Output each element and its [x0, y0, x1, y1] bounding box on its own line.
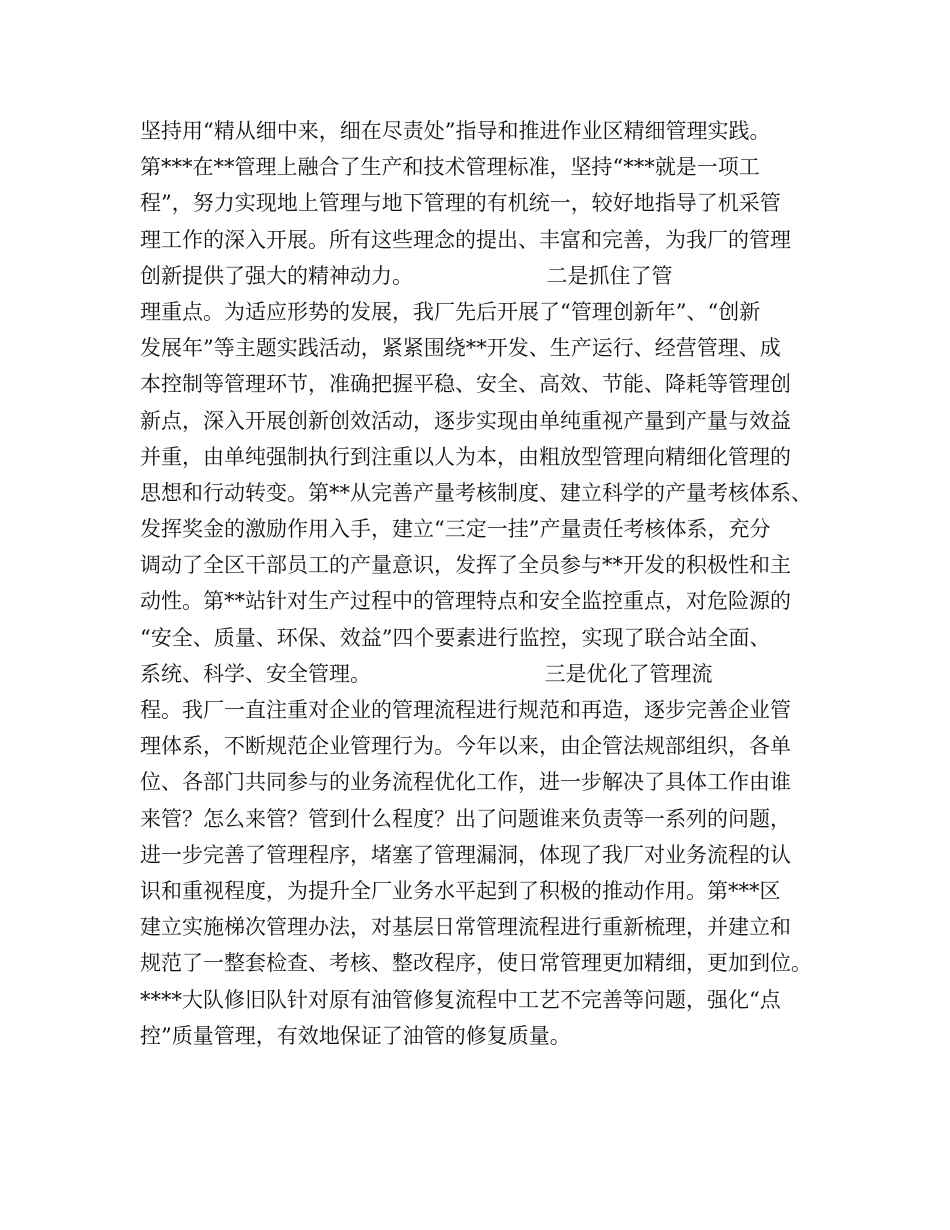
text-line: 控”质量管理，有效地保证了油管的修复质量。 [140, 1023, 571, 1048]
text-line: 本控制等管理环节，准确把握平稳、安全、高效、节能、降耗等管理创 [140, 372, 791, 397]
text-line: 位、各部门共同参与的业务流程优化工作，进一步解决了具体工作由谁 [140, 770, 791, 795]
text-line: 思想和行动转变。第**从完善产量考核制度、建立科学的产量考核体系、 [140, 480, 812, 505]
text-line: 坚持用“精从细中来，细在尽责处”指导和推进作业区精细管理实践。 [140, 119, 771, 143]
body-text [140, 113, 830, 1054]
text-line: 规范了一整套检查、考核、整改程序，使日常管理更加精细，更加到位。 [140, 951, 812, 976]
text-line: 动性。第**站针对生产过程中的管理特点和安全监控重点，对危险源的 [140, 589, 791, 614]
text-line: 程。我厂一直注重对企业的管理流程进行规范和再造，逐步完善企业管 [140, 698, 791, 722]
text-line: 建立实施梯次管理办法，对基层日常管理流程进行重新梳理，并建立和 [140, 915, 791, 940]
text-line: 并重，由单纯强制执行到注重以人为本，由粗放型管理向精细化管理的 [140, 444, 791, 469]
text-line: 新点，深入开展创新创效活动，逐步实现由单纯重视产量到产量与效益 [140, 408, 791, 433]
text-line: 调动了全区干部员工的产量意识，发挥了全员参与**开发的积极性和主 [140, 553, 791, 578]
text-line: 进一步完善了管理程序，堵塞了管理漏洞，体现了我厂对业务流程的认 [140, 842, 791, 867]
text-line: 第***在**管理上融合了生产和技术管理标准，坚持“***就是一项工 [140, 155, 760, 180]
text-line: 发展年”等主题实践活动，紧紧围绕**开发、生产运行、经营管理、成 [140, 336, 781, 361]
text-line: 发挥奖金的激励作用入手，建立“三定一挂”产量责任考核体系，充分 [140, 517, 771, 542]
text-line: “安全、质量、环保、效益”四个要素进行监控，实现了联合站全面、 [140, 625, 771, 650]
text-line: 理工作的深入开展。所有这些理念的提出、丰富和完善，为我厂的管理 [140, 227, 791, 252]
text-line: 程”，努力实现地上管理与地下管理的有机统一，较好地指导了机采管 [140, 191, 781, 216]
text-line: 理体系，不断规范企业管理行为。今年以来，由企管法规部组织，各单 [140, 734, 791, 759]
text-line: 创新提供了强大的精神动力。 二是抓住了管 [140, 263, 673, 288]
text-line: 来管？怎么来管？管到什么程度？出了问题谁来负责等一系列的问题， [140, 806, 791, 831]
text-line: 识和重视程度，为提升全厂业务水平起到了积极的推动作用。第***区 [140, 878, 781, 903]
text-line: 系统、科学、安全管理。 三是优化了管理流 [140, 661, 713, 686]
text-line: ****大队修旧队针对原有油管修复流程中工艺不完善等问题，强化“点 [140, 987, 781, 1012]
text-line: 理重点。为适应形势的发展，我厂先后开展了“管理创新年”、“创新 [140, 299, 761, 324]
